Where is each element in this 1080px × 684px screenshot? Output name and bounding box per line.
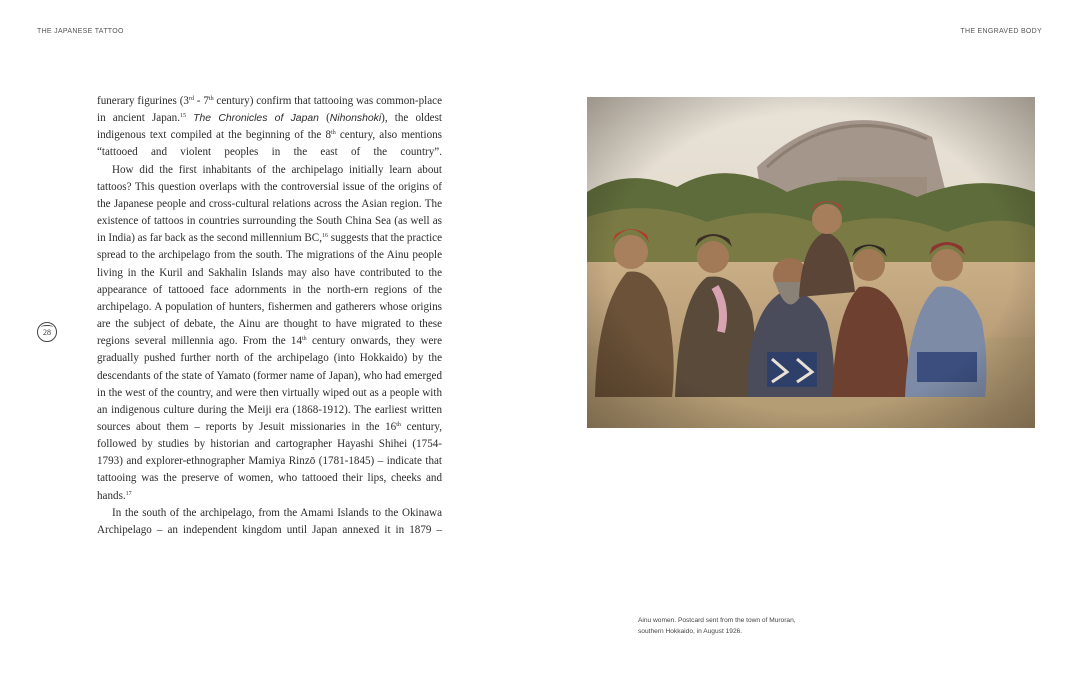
paragraph-1: funerary figurines (3rd - 7th century) confirm that tattooing was common-place in ancient Japan.$^{15}$ The Chronicles of Japan (Nihonshoki), the oldest indigenous text compiled at the beginning of the 8th century, also mentions “tattooed and violent peoples in the east of the country”. — [97, 95, 443, 159]
caption-line-2: southern Hokkaido, in August 1926. — [638, 627, 743, 635]
footnote-ref-17: 17 — [125, 490, 132, 497]
page-number — [37, 322, 57, 342]
figure-caption — [638, 616, 838, 637]
running-head-right: THE ENGRAVED BODY — [960, 28, 1042, 35]
footnote-ref-15: 15 — [180, 113, 186, 120]
paragraph-3: In the south of the archipelago, from the Amami Islands to the Okinawa Archipelago – an independent kingdom until Japan annexed it in 1879 – — [97, 506, 442, 536]
ainu-women-photograph — [587, 97, 1035, 428]
footnote-ref-16: 16 — [321, 233, 328, 240]
body-text-column — [97, 93, 442, 539]
paragraph-2: How did the first inhabitants of the archipelago initially learn about tattoos? This question overlaps with the controversial issue of the origins of the Japanese people and cross-cultural relations across the Asian region. The existence of tattoos in countries surrounding the South China Sea (as well as in India) as far back as the second millennium BC,$^{16}$ suggests that the practice spread to the archipelago from the south. The migrations of the Ainu people living in the Kuril and Sakhalin Islands may also have contributed to the appearance of tattooed face adornments in the north-ern regions of the archipelago. A population of hunters, fishermen and gatherers whose origins are the subject of debate, the Ainu are thought to have migrated to these regions several millennia ago. From the 14th century onwards, they were gradually pushed further north of the archipelago (into Hokkaido) by the descendants of the state of Yamato (former name of Japan), who had emerged in the west of the country, and were then virtually wiped out as a people with an indigenous culture during the Meiji era (1868-1912). The earliest written sources about them – reports by Jesuit missionaries in the 16th century, followed by studies by historian and cartographer Hayashi Shihei (1754-1793) and explorer-ethnographer Mamiya Rinzō (1781-1845) – indicate that tattooing was the preserve of women, who tattooed their lips, cheeks and hands.$^{17}$ — [97, 163, 443, 502]
running-head-left: THE JAPANESE TATTOO — [37, 28, 124, 35]
page-number-text: 28 — [43, 327, 51, 337]
caption-line-1: Ainu women. Postcard sent from the town of Muroran, — [638, 617, 796, 624]
